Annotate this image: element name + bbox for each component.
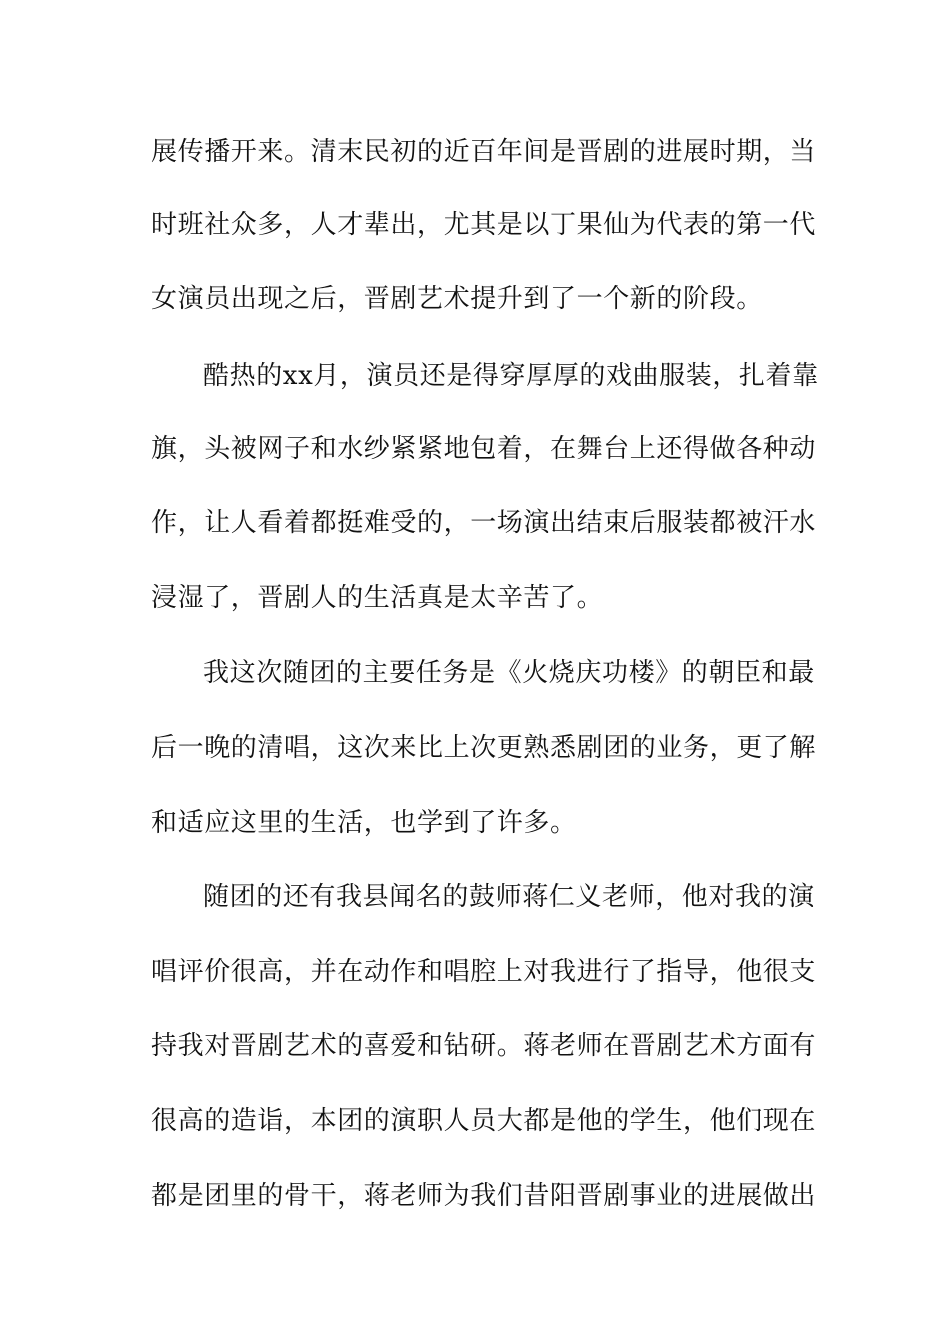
text-line: 后一晚的清唱，这次来比上次更熟悉剧团的业务，更了解 [151,733,817,763]
text-line: 时班社众多，人才辈出，尤其是以丁果仙为代表的第一代 [151,210,817,240]
paragraph-first-line: 我这次随团的主要任务是《火烧庆功楼》的朝臣和最 [203,658,815,688]
text-line: 唱评价很高，并在动作和唱腔上对我进行了指导，他很支 [151,957,817,987]
text-line: 浸湿了，晋剧人的生活真是太辛苦了。 [151,583,604,613]
text-line: 都是团里的骨干，蒋老师为我们昔阳晋剧事业的进展做出 [151,1181,817,1211]
text-line: 女演员出现之后，晋剧艺术提升到了一个新的阶段。 [151,284,763,314]
text-line: 旗，头被网子和水纱紧紧地包着，在舞台上还得做各种动 [151,434,817,464]
text-line: 展传播开来。清末民初的近百年间是晋剧的进展时期，当 [151,137,817,167]
text-line: 持我对晋剧艺术的喜爱和钻研。蒋老师在晋剧艺术方面有 [151,1031,817,1061]
text-line: 很高的造诣，本团的演职人员大都是他的学生，他们现在 [151,1106,817,1136]
text-line: 作，让人看着都挺难受的，一场演出结束后服装都被汗水 [151,508,817,538]
paragraph-first-line: 酷热的xx月，演员还是得穿厚厚的戏曲服装，扎着靠 [203,361,819,391]
paragraph-first-line: 随团的还有我县闻名的鼓师蒋仁义老师，他对我的演 [203,882,815,912]
text-line: 和适应这里的生活，也学到了许多。 [151,808,577,838]
